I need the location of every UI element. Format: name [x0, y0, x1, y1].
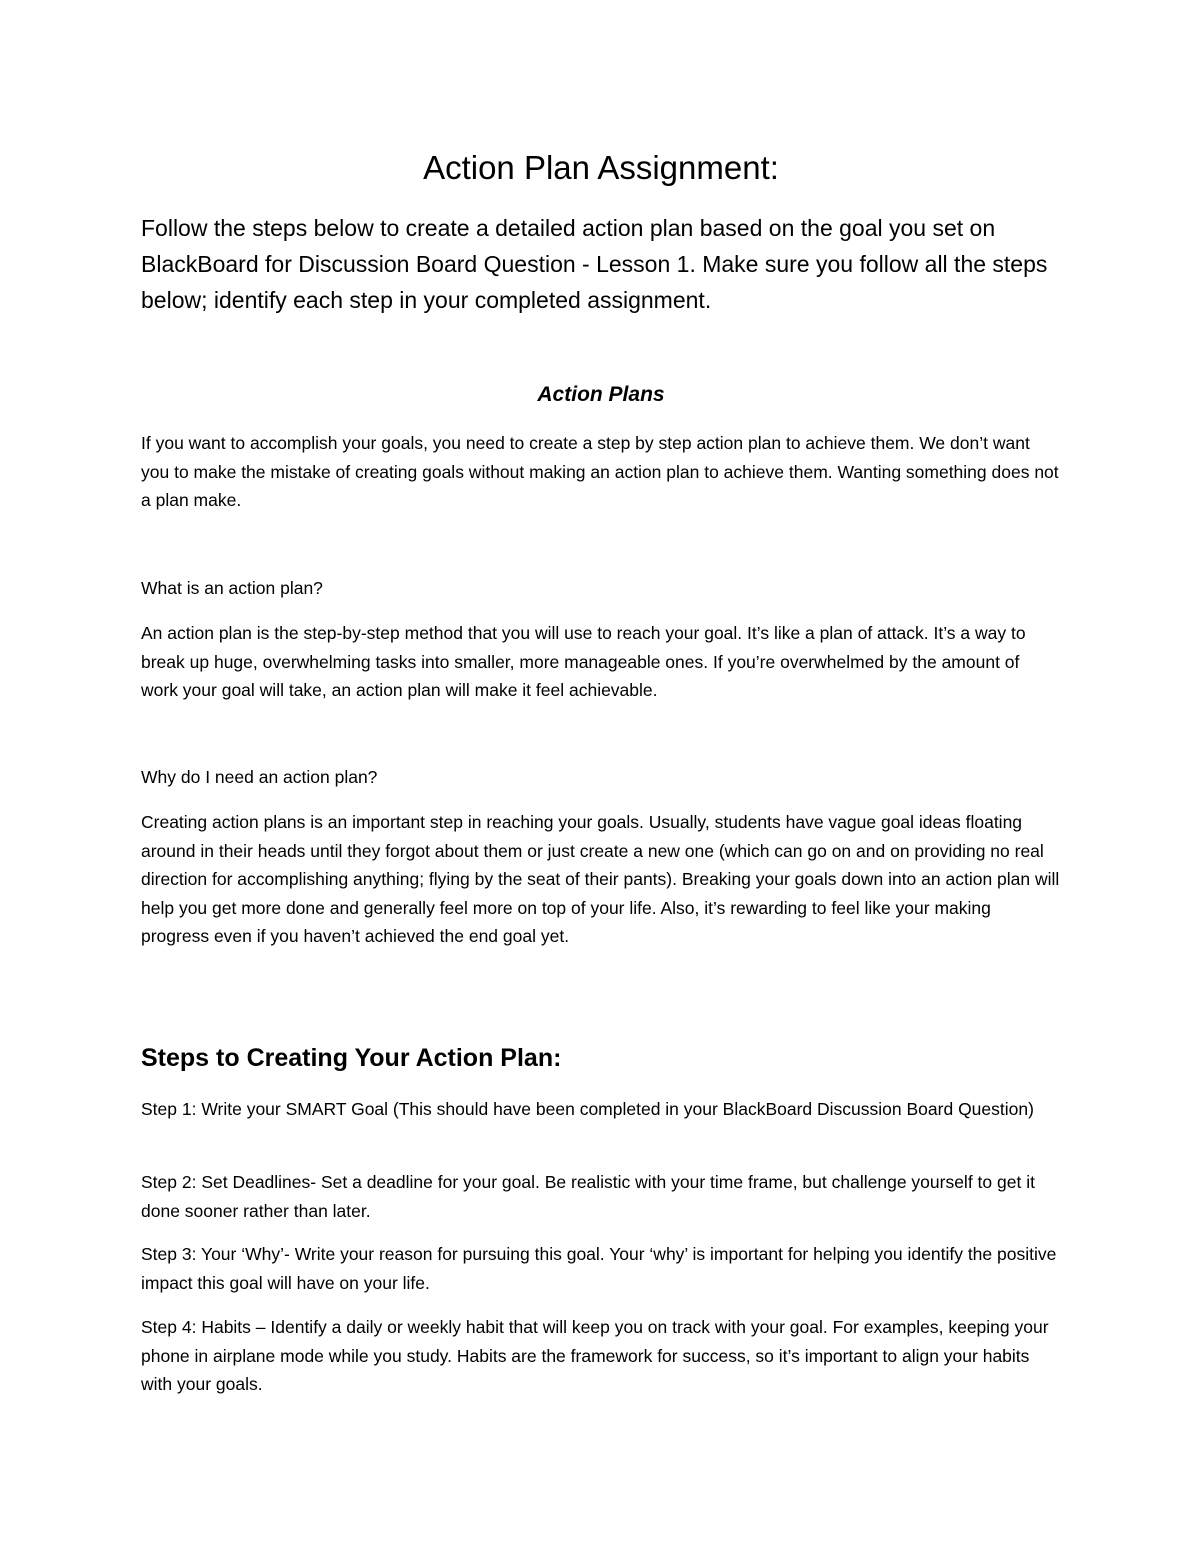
question-what-is-action-plan: What is an action plan?: [141, 578, 323, 598]
step-2: Step 2: Set Deadlines- Set a deadline for your goal. Be realistic with your time frame, but challenge yourself to get it done sooner rather than later.: [141, 1172, 1035, 1221]
document-title: Action Plan Assignment:: [423, 149, 779, 186]
step-3: Step 3: Your ‘Why’- Write your reason for pursuing this goal. Your ‘why’ is important for helping you identify the positive impact this goal will have on your life.: [141, 1244, 1057, 1293]
answer-what-is-action-plan: An action plan is the step-by-step method that you will use to reach your goal. It’s like a plan of attack. It’s a way to break up huge, overwhelming tasks into smaller, more manageable ones. If you’re overwhelmed by the amount of work your goal will take, an action plan will make it feel achievable.: [141, 623, 1026, 700]
intro-paragraph: Follow the steps below to create a detailed action plan based on the goal you set on BlackBoard for Discussion Board Question - Lesson 1. Make sure you follow all the steps below; identify each step in your completed assignment.: [141, 215, 1048, 313]
question-why-need-action-plan: Why do I need an action plan?: [141, 767, 378, 787]
step-4: Step 4: Habits – Identify a daily or weekly habit that will keep you on track with your goal. For examples, keeping your phone in airplane mode while you study. Habits are the framework for success, so it’s important to align your habits with your goals.: [141, 1317, 1049, 1394]
action-plans-paragraph: If you want to accomplish your goals, you need to create a step by step action plan to achieve them. We don’t want you to make the mistake of creating goals without making an action plan to achieve them. Wanting something does not a plan make.: [141, 433, 1059, 510]
steps-heading: Steps to Creating Your Action Plan:: [141, 1044, 562, 1072]
step-1: Step 1: Write your SMART Goal (This should have been completed in your BlackBoard Discussion Board Question): [141, 1099, 1034, 1119]
action-plans-heading: Action Plans: [537, 383, 665, 406]
answer-why-need-action-plan: Creating action plans is an important step in reaching your goals. Usually, students have vague goal ideas floating around in their heads until they forgot about them or just create a new one (which can go on and on providing no real direction for accomplishing anything; flying by the seat of their pants). Breaking your goals down into an action plan will help you get more done and generally feel more on top of your life. Also, it’s rewarding to feel like your making progress even if you haven’t achieved the end goal yet.: [141, 812, 1060, 946]
